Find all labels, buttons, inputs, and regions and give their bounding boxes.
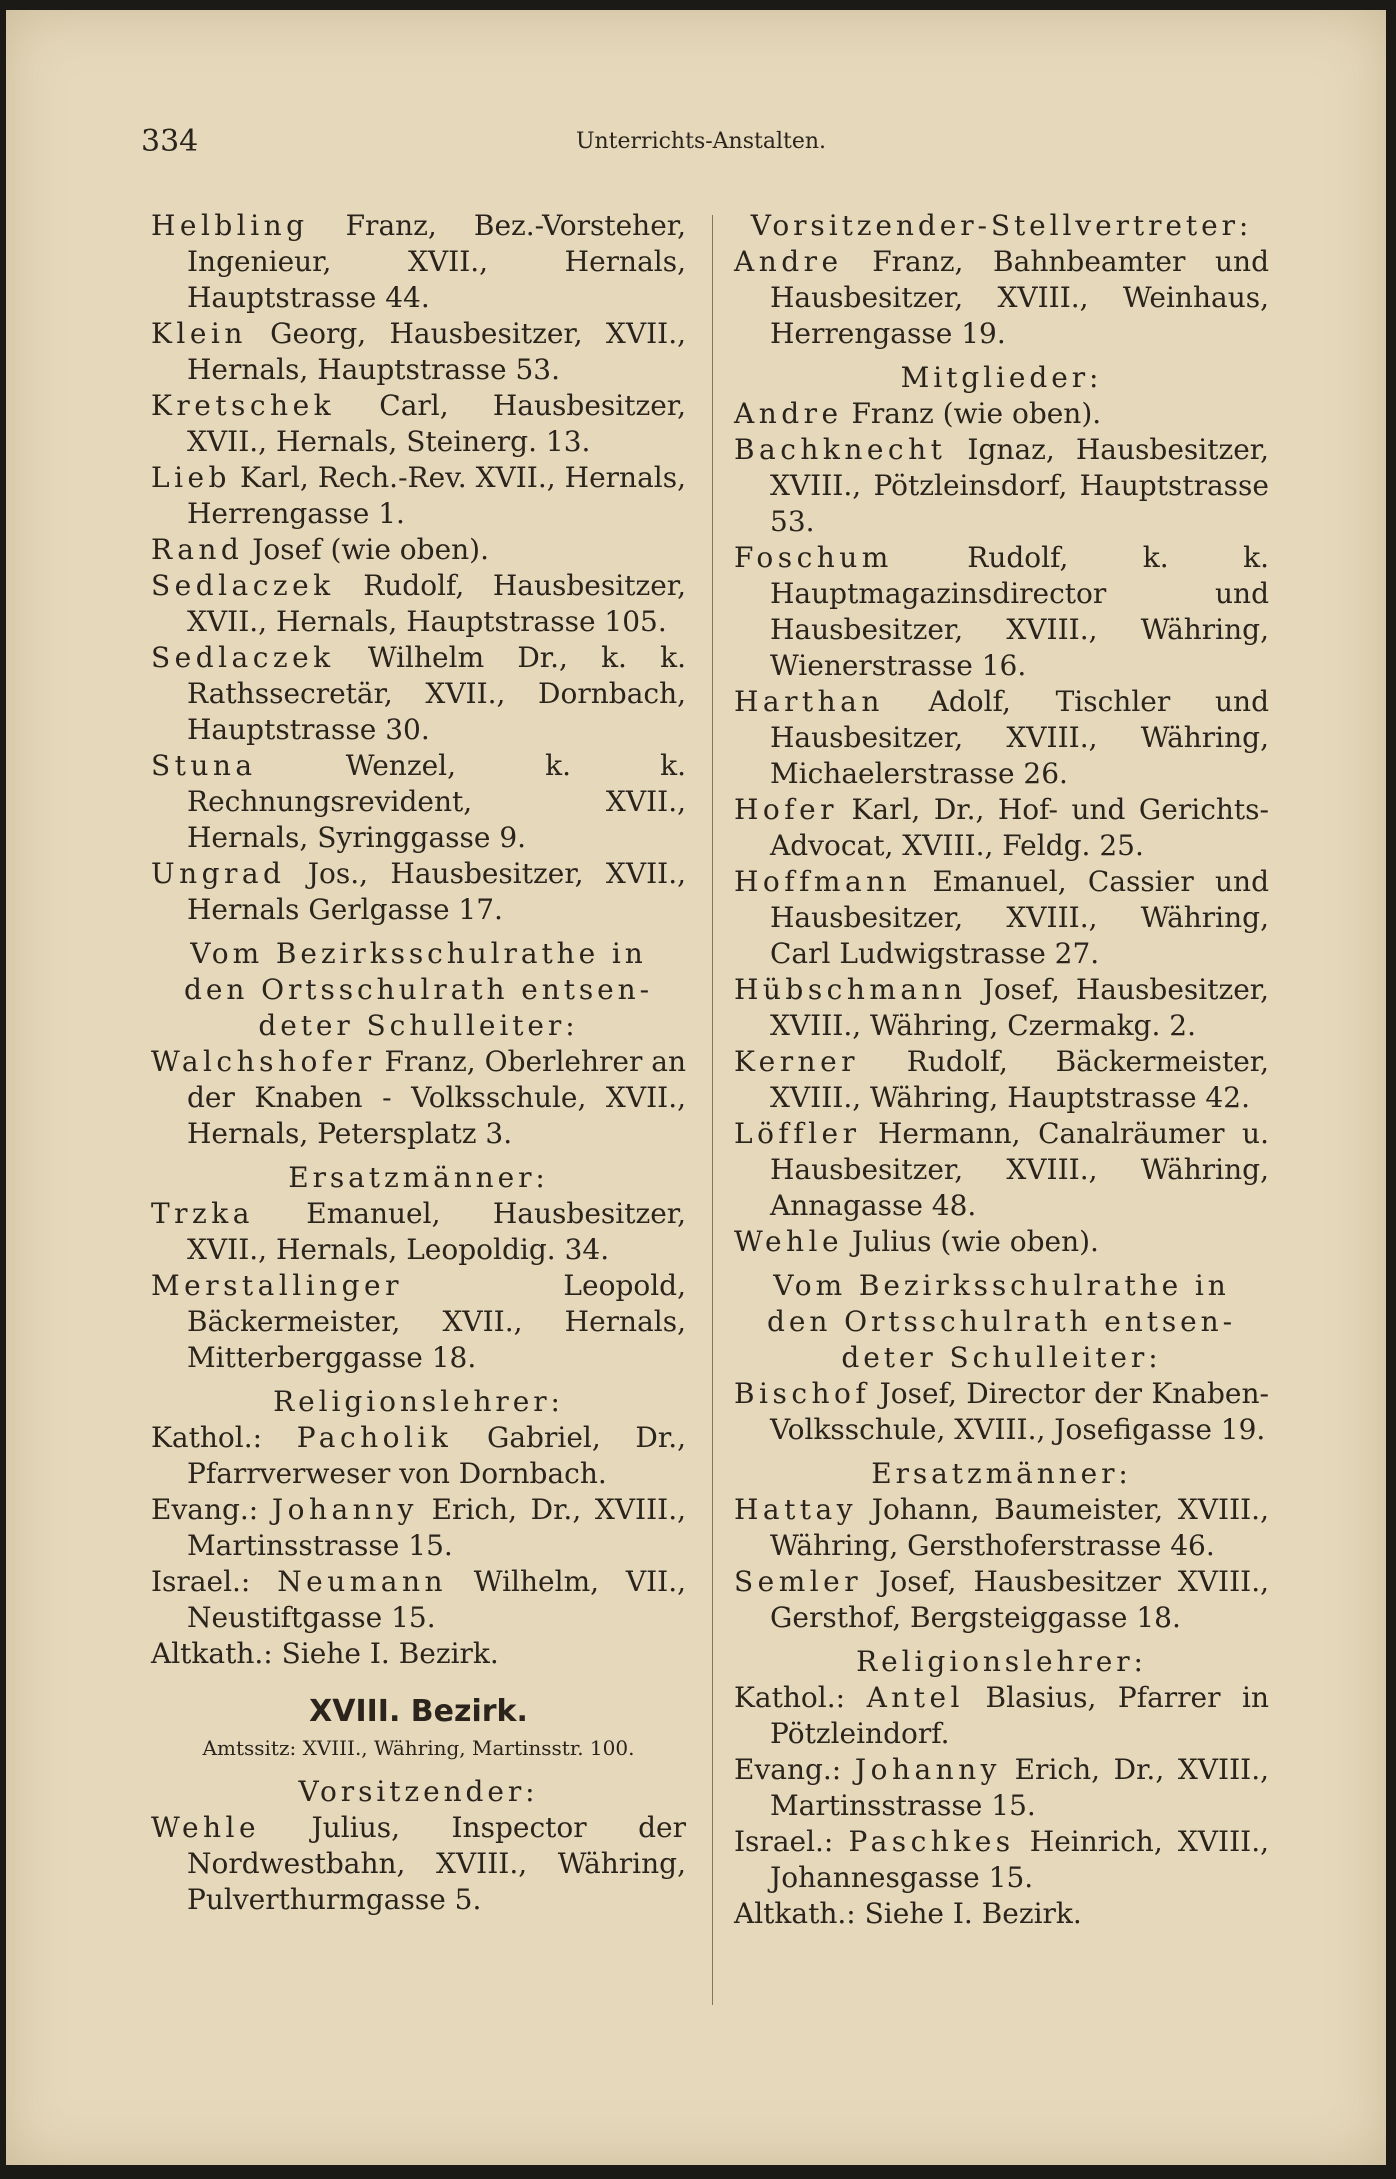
list-item — [734, 1824, 1269, 1896]
heading-line: den Ortsschulrath entsen- — [766, 1305, 1236, 1338]
entry-details: Jos., Hausbesitzer, XVII., Hernals Gerlgasse 17. — [187, 857, 686, 926]
entry-details: Franz, Oberlehrer an der Knaben - Volksschule, XVII., Hernals, Petersplatz 3. — [187, 1045, 686, 1150]
denomination-label: Kathol.: — [734, 1681, 846, 1714]
entry-surname: Semler — [734, 1565, 863, 1598]
list-item — [151, 1636, 686, 1672]
heading-schulleiter — [734, 1268, 1269, 1376]
entry-details: Rudolf, Bäckermeister, XVIII., Währing, Hauptstrasse 42. — [770, 1045, 1269, 1114]
entry-details: Gabriel, Dr., Pfarrverweser von Dornbach. — [187, 1421, 686, 1490]
entry-surname: Ungrad — [151, 857, 286, 890]
list-item — [151, 1564, 686, 1636]
entry-surname: Klein — [151, 317, 247, 350]
entry-surname: Hoffmann — [734, 865, 912, 898]
list-item — [151, 568, 686, 640]
entry-surname: Wehle — [734, 1225, 844, 1258]
entry-surname: Paschkes — [848, 1825, 1015, 1858]
page-number: 334 — [141, 124, 199, 159]
entry-details: Josef, Director der Knaben-Volksschule, XVIII., Josefigasse 19. — [770, 1377, 1269, 1446]
heading-ersatzmaenner: Ersatzmänner: — [871, 1457, 1132, 1490]
entry-surname: Bischof — [734, 1377, 871, 1410]
entry-surname: Kretschek — [151, 389, 336, 422]
list-item — [151, 640, 686, 748]
heading-religionslehrer: Religionslehrer: — [273, 1385, 564, 1418]
list-item — [734, 396, 1269, 432]
entry-surname: Rand — [151, 533, 244, 566]
denomination-label: Altkath.: — [151, 1637, 273, 1670]
entry-surname: Sedlaczek — [151, 569, 335, 602]
entry-details: Siehe I. Bezirk. — [281, 1637, 499, 1670]
list-item — [734, 1116, 1269, 1224]
entry-details: Georg, Hausbesitzer, XVII., Hernals, Hauptstrasse 53. — [187, 317, 686, 386]
entry-surname: Neumann — [277, 1565, 447, 1598]
page-header — [141, 124, 1261, 164]
entry-details: Josef (wie oben). — [243, 533, 490, 566]
heading-line: Vom Bezirksschulrathe in — [190, 937, 647, 970]
list-item — [734, 432, 1269, 540]
entry-details: Franz (wie oben). — [842, 397, 1102, 430]
list-item — [734, 1224, 1269, 1260]
entry-surname: Hattay — [734, 1493, 858, 1526]
denomination-label: Israel.: — [734, 1825, 834, 1858]
entry-list — [151, 208, 686, 928]
entry-list — [734, 1376, 1269, 1448]
running-head: Unterrichts-Anstalten. — [575, 129, 827, 154]
heading-religionslehrer: Religionslehrer: — [856, 1645, 1147, 1678]
entry-details: Julius, Inspector der Nordwestbahn, XVIII., Währing, Pulverthurmgasse 5. — [187, 1811, 686, 1916]
entry-list — [151, 1810, 686, 1918]
denomination-label: Evang.: — [151, 1493, 259, 1526]
denomination-label: Israel.: — [151, 1565, 251, 1598]
entry-list — [734, 396, 1269, 1260]
entry-surname: Trzka — [151, 1197, 254, 1230]
entry-list — [151, 1044, 686, 1152]
religion-list — [734, 1680, 1269, 1932]
entry-details: Heinrich, XVIII., Johannesgasse 15. — [770, 1825, 1269, 1894]
entry-details: Josef, Hausbesitzer XVIII., Gersthof, Bergsteiggasse 18. — [770, 1565, 1269, 1634]
list-item — [734, 1044, 1269, 1116]
religion-list — [151, 1420, 686, 1672]
right-column — [734, 208, 1269, 1932]
entry-details: Johann, Baumeister, XVIII., Währing, Gersthoferstrasse 46. — [770, 1493, 1269, 1562]
entry-surname: Kerner — [734, 1045, 859, 1078]
list-item — [151, 1268, 686, 1376]
list-item — [151, 856, 686, 928]
entry-surname: Pacholik — [296, 1421, 453, 1454]
entry-list — [734, 1492, 1269, 1636]
entry-surname: Merstallinger — [151, 1269, 403, 1302]
entry-details: Karl, Dr., Hof- und Gerichts-Advocat, XVIII., Feldg. 25. — [770, 793, 1269, 862]
entry-surname: Andre — [734, 397, 843, 430]
entry-surname: Walchshofer — [151, 1045, 376, 1078]
list-item — [151, 1044, 686, 1152]
column-divider — [712, 215, 713, 2005]
entry-surname: Antel — [866, 1681, 964, 1714]
entry-surname: Harthan — [734, 685, 884, 718]
entry-details: Josef, Hausbesitzer, XVIII., Währing, Czermakg. 2. — [770, 973, 1269, 1042]
entry-surname: Hübschmann — [734, 973, 967, 1006]
entry-details: Hermann, Canalräumer u. Hausbesitzer, XVIII., Währing, Annagasse 48. — [770, 1117, 1269, 1222]
list-item — [734, 1564, 1269, 1636]
list-item — [151, 316, 686, 388]
entry-surname: Stuna — [151, 749, 257, 782]
entry-surname: Löffler — [734, 1117, 861, 1150]
amtssitz: Amtssitz: XVIII., Währing, Martinsstr. 100. — [202, 1736, 635, 1760]
list-item — [151, 208, 686, 316]
entry-details: Wilhelm Dr., k. k. Rathssecretär, XVII., Dornbach, Hauptstrasse 30. — [187, 641, 686, 746]
list-item — [151, 388, 686, 460]
entry-details: Karl, Rech.-Rev. XVII., Hernals, Herrengasse 1. — [187, 461, 686, 530]
denomination-label: Altkath.: — [734, 1897, 856, 1930]
entry-details: Franz, Bahnbeamter und Hausbesitzer, XVIII., Weinhaus, Herrengasse 19. — [770, 245, 1269, 350]
entry-surname: Andre — [734, 245, 843, 278]
entry-surname: Johanny — [271, 1493, 418, 1526]
entry-details: Ignaz, Hausbesitzer, XVIII., Pötzleinsdorf, Hauptstrasse 53. — [770, 433, 1269, 538]
page — [6, 10, 1386, 2165]
list-item — [151, 532, 686, 568]
list-item — [151, 1810, 686, 1918]
heading-ersatzmaenner: Ersatzmänner: — [288, 1161, 549, 1194]
entry-details: Blasius, Pfarrer in Pötzleindorf. — [770, 1681, 1269, 1750]
list-item — [151, 748, 686, 856]
entry-surname: Hofer — [734, 793, 838, 826]
entry-surname: Johanny — [854, 1753, 1001, 1786]
entry-surname: Helbling — [151, 209, 309, 242]
left-column — [151, 208, 686, 1918]
district-title: XVIII. Bezirk. — [309, 1694, 528, 1729]
heading-line: deter Schulleiter: — [258, 1009, 579, 1042]
entry-details: Carl, Hausbesitzer, XVII., Hernals, Steinerg. 13. — [187, 389, 686, 458]
entry-details: Rudolf, k. k. Hauptmagazinsdirector und Hausbesitzer, XVIII., Währing, Wienerstrasse 16. — [770, 541, 1269, 682]
list-item — [734, 972, 1269, 1044]
heading-line: deter Schulleiter: — [841, 1341, 1162, 1374]
list-item — [734, 684, 1269, 792]
entry-surname: Lieb — [151, 461, 231, 494]
entry-details: Julius (wie oben). — [843, 1225, 1099, 1258]
heading-line: Vom Bezirksschulrathe in — [773, 1269, 1230, 1302]
entry-details: Emanuel, Cassier und Hausbesitzer, XVIII., Währing, Carl Ludwigstrasse 27. — [770, 865, 1269, 970]
list-item — [151, 1196, 686, 1268]
entry-details: Franz, Bez.-Vorsteher, Ingenieur, XVII., Hernals, Hauptstrasse 44. — [187, 209, 686, 314]
entry-details: Erich, Dr., XVIII., Martinsstrasse 15. — [770, 1753, 1269, 1822]
list-item — [734, 540, 1269, 684]
list-item — [734, 1752, 1269, 1824]
entry-list — [734, 244, 1269, 352]
entry-surname: Bachknecht — [734, 433, 947, 466]
list-item — [734, 864, 1269, 972]
entry-details: Erich, Dr., XVIII., Martinsstrasse 15. — [187, 1493, 686, 1562]
list-item — [734, 1492, 1269, 1564]
heading-stellvertreter: Vorsitzender-Stellvertreter: — [750, 209, 1253, 242]
entry-details: Siehe I. Bezirk. — [864, 1897, 1082, 1930]
list-item — [151, 1492, 686, 1564]
entry-details: Emanuel, Hausbesitzer, XVII., Hernals, Leopoldig. 34. — [187, 1197, 686, 1266]
list-item — [734, 244, 1269, 352]
entry-details: Adolf, Tischler und Hausbesitzer, XVIII., Währing, Michaelerstrasse 26. — [770, 685, 1269, 790]
entry-surname: Wehle — [151, 1811, 261, 1844]
list-item — [734, 1376, 1269, 1448]
list-item — [151, 460, 686, 532]
entry-details: Leopold, Bäckermeister, XVII., Hernals, Mitterberggasse 18. — [187, 1269, 686, 1374]
entry-surname: Foschum — [734, 541, 893, 574]
list-item — [734, 792, 1269, 864]
entry-details: Wilhelm, VII., Neustiftgasse 15. — [187, 1565, 686, 1634]
entry-surname: Sedlaczek — [151, 641, 335, 674]
entry-details: Wenzel, k. k. Rechnungsrevident, XVII., Hernals, Syringgasse 9. — [187, 749, 686, 854]
entry-list — [151, 1196, 686, 1376]
list-item — [734, 1680, 1269, 1752]
heading-line: den Ortsschulrath entsen- — [183, 973, 653, 1006]
list-item — [151, 1420, 686, 1492]
denomination-label: Kathol.: — [151, 1421, 263, 1454]
heading-mitglieder: Mitglieder: — [900, 361, 1103, 394]
heading-schulleiter — [151, 936, 686, 1044]
denomination-label: Evang.: — [734, 1753, 842, 1786]
list-item — [734, 1896, 1269, 1932]
entry-details: Rudolf, Hausbesitzer, XVII., Hernals, Hauptstrasse 105. — [187, 569, 686, 638]
heading-vorsitzender: Vorsitzender: — [298, 1775, 539, 1808]
